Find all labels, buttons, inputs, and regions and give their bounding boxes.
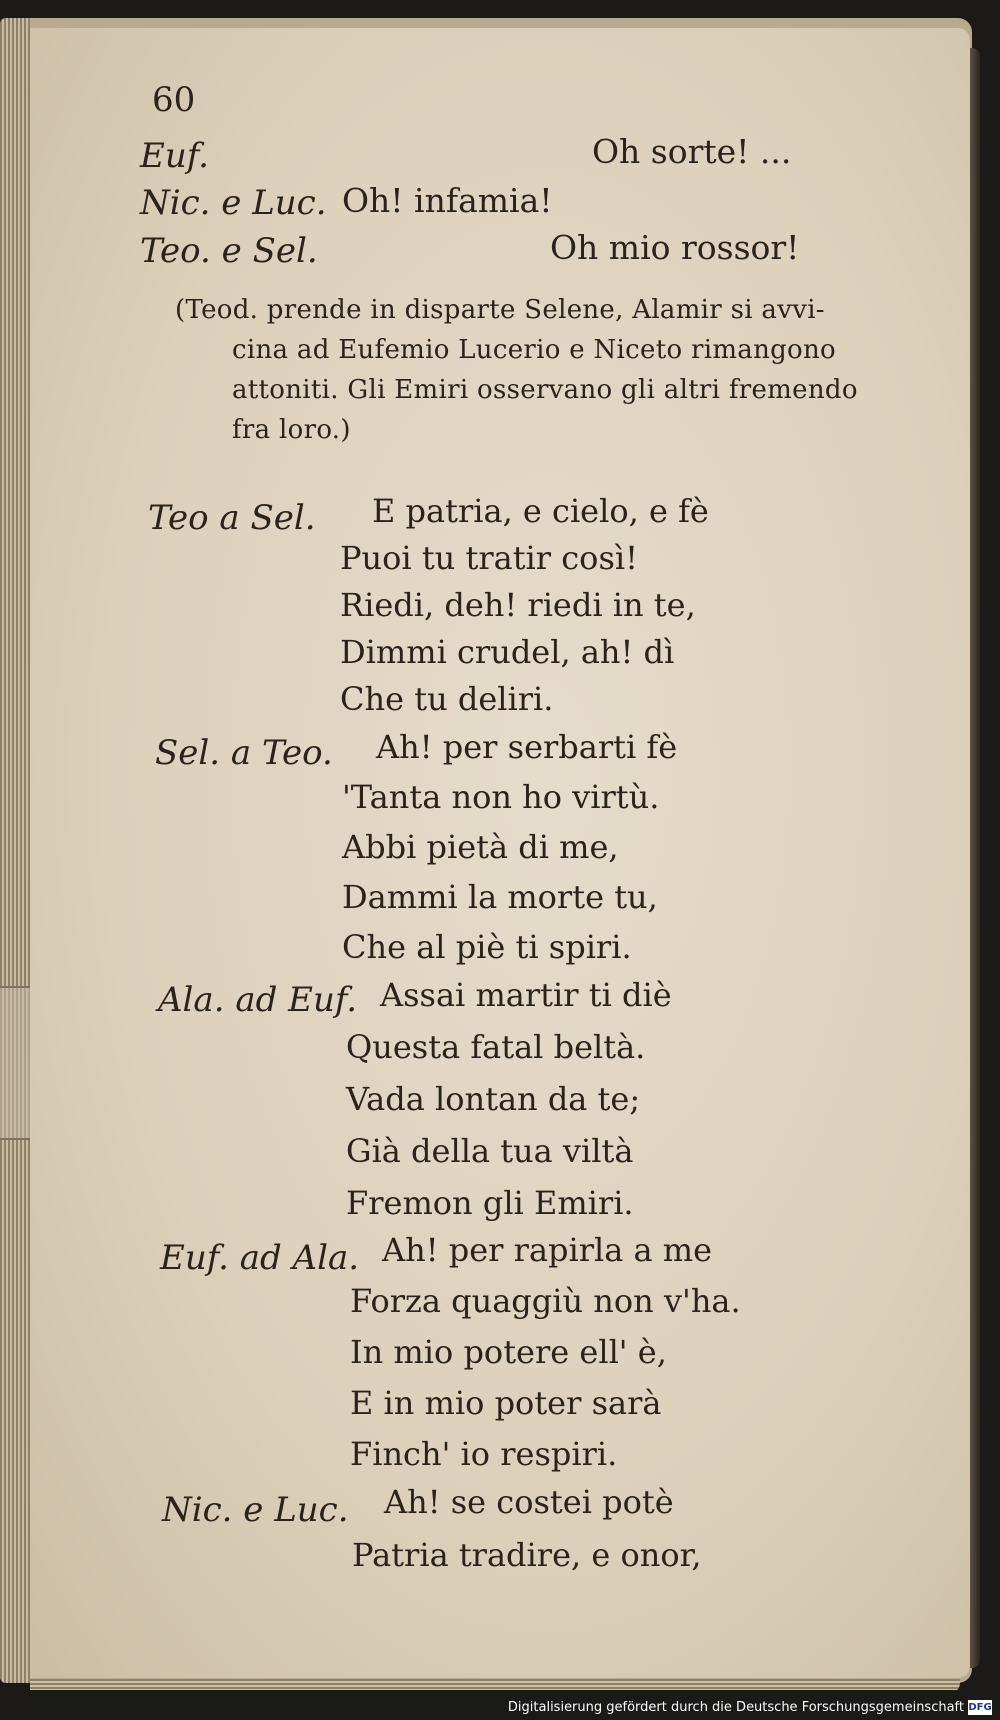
line-oh-infamia: Oh! infamia! [342, 181, 553, 220]
footer-bar [0, 1690, 1000, 1720]
speaker-ala-ad-euf: Ala. ad Euf. [158, 980, 358, 1020]
speaker-nic-luc: Nic. e Luc. [140, 183, 327, 223]
verse-line: Patria tradire, e onor, [352, 1536, 702, 1574]
stage-direction-line-2: cina ad Eufemio Lucerio e Niceto rimangono [232, 335, 837, 365]
verse-line: Ah! per rapirla a me [382, 1231, 713, 1269]
speaker-euf: Euf. [140, 136, 209, 176]
verse-line: Dimmi crudel, ah! dì [340, 633, 675, 671]
verse-line: Forza quaggiù non v'ha. [350, 1282, 741, 1320]
verse-line: Questa fatal beltà. [346, 1028, 646, 1066]
verse-line: Che tu deliri. [340, 680, 554, 718]
verse-line: Puoi tu tratir così! [340, 539, 638, 577]
stage-direction-line-4: fra loro.) [232, 415, 351, 445]
line-oh-sorte: Oh sorte! ... [592, 132, 792, 171]
verse-line: Abbi pietà di me, [342, 828, 619, 866]
speaker-teo-a-sel: Teo a Sel. [148, 498, 316, 538]
stage-direction-line-1: (Teod. prende in disparte Selene, Alamir si avvi- [175, 295, 825, 325]
book [0, 18, 972, 1683]
verse-line: Ah! se costei potè [384, 1483, 674, 1521]
verse-line: Già della tua viltà [346, 1132, 634, 1170]
verse-line: Vada lontan da te; [346, 1080, 641, 1118]
page-number: 60 [152, 80, 196, 120]
dfg-logo: DFG [968, 1702, 992, 1713]
line-oh-mio-rossor: Oh mio rossor! [550, 228, 800, 267]
verse-line: Riedi, deh! riedi in te, [340, 586, 696, 624]
speaker-teo-sel: Teo. e Sel. [140, 231, 318, 271]
verse-line: E in mio poter sarà [350, 1384, 662, 1422]
verse-line: In mio potere ell' è, [350, 1333, 667, 1371]
verse-line: Fremon gli Emiri. [346, 1184, 634, 1222]
speaker-nic-e-luc: Nic. e Luc. [162, 1490, 349, 1530]
book-page [30, 28, 970, 1678]
speaker-euf-ad-ala: Euf. ad Ala. [160, 1238, 360, 1278]
speaker-sel-a-teo: Sel. a Teo. [155, 733, 333, 773]
stage-direction-line-3: attoniti. Gli Emiri osservano gli altri fremendo [232, 375, 858, 405]
verse-line: Ah! per serbarti fè [376, 728, 678, 766]
page-edges [0, 18, 30, 1683]
verse-line: Assai martir ti diè [380, 976, 672, 1014]
verse-line: 'Tanta non ho virtù. [342, 778, 660, 816]
verse-line: E patria, e cielo, e fè [372, 492, 709, 530]
verse-line: Dammi la morte tu, [342, 878, 658, 916]
verse-line: Finch' io respiri. [350, 1435, 618, 1473]
footer-credit: Digitalisierung gefördert durch die Deutsche Forschungsgemeinschaft [507, 1700, 964, 1715]
verse-line: Che al piè ti spiri. [342, 928, 632, 966]
